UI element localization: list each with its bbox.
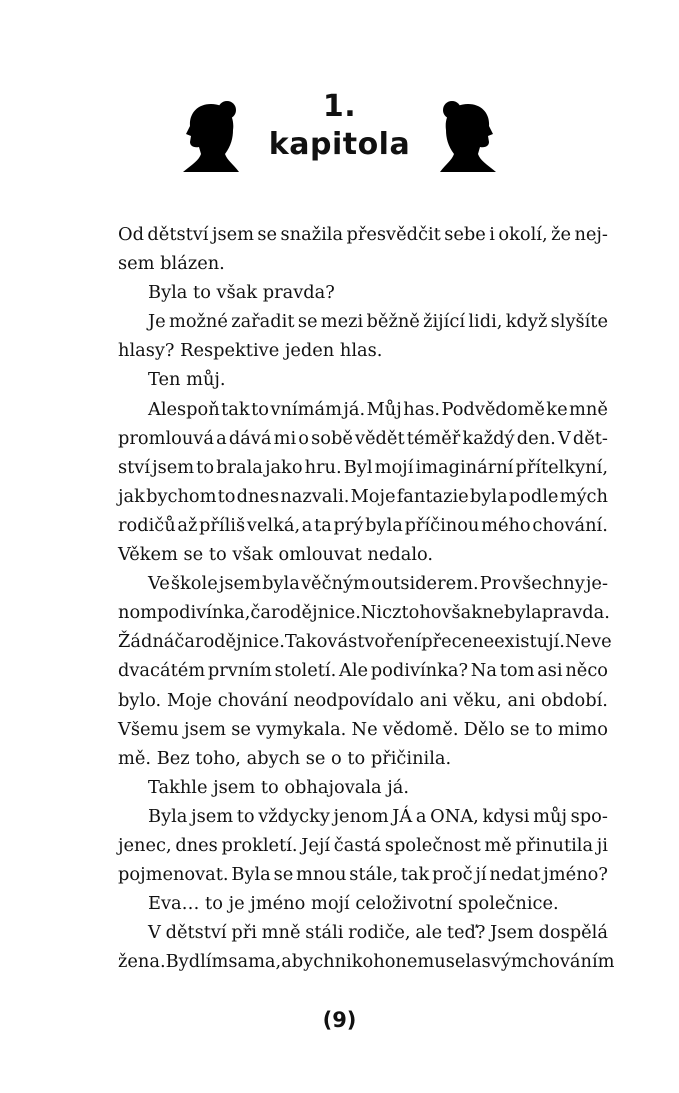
- word: Ne: [351, 718, 378, 740]
- word: stáli: [305, 922, 344, 944]
- word: dospělá: [538, 922, 608, 944]
- word: byla: [469, 485, 508, 507]
- word: dnes: [175, 834, 218, 856]
- word: imaginární: [415, 456, 514, 478]
- word: jsem: [191, 805, 234, 827]
- text-line: hlasy? Respektive jeden hlas.: [118, 340, 383, 362]
- word: JÁ: [392, 805, 413, 827]
- word: jako: [264, 456, 303, 478]
- text-line: [118, 598, 608, 627]
- word: rodiče,: [348, 922, 411, 944]
- word: proč: [432, 864, 473, 886]
- text-line: [118, 686, 608, 715]
- chapter-word: kapitola: [268, 127, 411, 162]
- word: něco: [565, 660, 608, 682]
- word: a: [415, 805, 427, 827]
- text-line: [118, 656, 608, 685]
- word: slyšíte: [550, 311, 608, 333]
- word: mně: [569, 398, 608, 420]
- word: Žádná: [118, 631, 175, 653]
- word: mně: [261, 922, 301, 944]
- word: tak: [400, 864, 430, 886]
- word: rodičů: [118, 514, 176, 536]
- word: čarodějnice.: [250, 602, 361, 624]
- word: sebe: [444, 224, 486, 245]
- word: Její: [301, 834, 331, 856]
- word: a: [216, 427, 227, 449]
- text-line: sem blázen.: [118, 253, 225, 275]
- word: jsem: [211, 224, 254, 245]
- word: nom: [118, 602, 158, 624]
- word: teď?: [446, 922, 486, 944]
- word: Od: [118, 224, 144, 245]
- word: jak: [118, 485, 145, 507]
- word: se: [297, 311, 318, 333]
- word: škole: [170, 573, 218, 595]
- word: jsem: [152, 456, 195, 478]
- word: lidi,: [468, 311, 503, 333]
- word: prvním: [207, 660, 272, 682]
- word: podivínka,: [157, 602, 251, 624]
- word: jenom: [333, 805, 389, 827]
- word: ONA,: [430, 805, 479, 827]
- word: mimo: [557, 718, 608, 740]
- word: dvacátém: [118, 660, 206, 682]
- word: jsem: [183, 718, 227, 740]
- word: chování: [217, 689, 288, 711]
- word: století.: [274, 660, 337, 682]
- word: Nic: [360, 602, 393, 624]
- word: že: [551, 224, 571, 245]
- word: až: [177, 514, 198, 536]
- word: se: [273, 864, 294, 886]
- word: chování.: [532, 514, 608, 536]
- word: nikoho: [334, 951, 396, 973]
- word: outsiderem.: [371, 573, 479, 595]
- word: každý: [462, 427, 515, 449]
- text-line: [118, 482, 608, 511]
- word: se: [257, 224, 278, 245]
- chapter-heading: [0, 88, 679, 172]
- word: Podvědomě: [441, 398, 545, 420]
- word: příliš: [199, 514, 246, 536]
- word: dětství: [165, 922, 227, 944]
- word: Byl: [343, 456, 373, 478]
- word: ani: [507, 689, 536, 711]
- text-line: [118, 424, 608, 453]
- text-line: [118, 511, 608, 540]
- word: Ve: [148, 573, 170, 595]
- word: období.: [541, 689, 608, 711]
- word: svým: [481, 951, 528, 973]
- word: vědět: [354, 427, 405, 449]
- word: Moje: [167, 689, 212, 711]
- word: jí: [475, 864, 487, 886]
- word: zařadit: [231, 311, 295, 333]
- body-text: [118, 220, 615, 976]
- word: den.: [516, 427, 556, 449]
- word: byla: [365, 514, 403, 536]
- text-line: [118, 802, 608, 831]
- word: mezi: [320, 311, 364, 333]
- word: častá: [333, 834, 382, 856]
- word: ve: [591, 631, 612, 653]
- word: bylo.: [118, 689, 162, 711]
- text-line: [118, 453, 608, 482]
- word: přinutila: [515, 834, 594, 856]
- word: dává: [228, 427, 272, 449]
- word: prokletí.: [221, 834, 298, 856]
- word: to: [534, 718, 553, 740]
- word: to: [217, 485, 236, 507]
- word: věčným: [301, 573, 370, 595]
- word: stále,: [349, 864, 398, 886]
- chapter-title: [269, 88, 410, 164]
- word: asi: [537, 660, 563, 682]
- word: Dělo: [463, 718, 505, 740]
- word: V: [557, 427, 571, 449]
- word: vymykala.: [256, 718, 347, 740]
- text-line: [118, 831, 608, 860]
- text-line: Byla to však pravda?: [148, 282, 335, 304]
- word: Ale: [338, 660, 369, 682]
- word: spo-: [570, 805, 608, 827]
- word: Všemu: [118, 718, 179, 740]
- word: snažila: [280, 224, 344, 245]
- word: se: [231, 718, 251, 740]
- word: přece: [421, 631, 473, 653]
- word: V: [148, 922, 161, 944]
- word: Taková: [284, 631, 349, 653]
- word: ale: [415, 922, 443, 944]
- word: nemusela: [395, 951, 482, 973]
- word: stvoření: [348, 631, 422, 653]
- word: fantazie: [396, 485, 469, 507]
- word: však: [441, 602, 483, 624]
- word: mnou: [296, 864, 347, 886]
- word: Moje: [350, 485, 396, 507]
- word: podivínka?: [370, 660, 469, 682]
- word: abych: [281, 951, 335, 973]
- word: ani: [419, 689, 448, 711]
- chapter-number: 1.: [322, 89, 357, 124]
- word: jsem: [218, 573, 261, 595]
- word: čarodějnice.: [174, 631, 285, 653]
- word: společnost: [384, 834, 481, 856]
- word: Byla: [148, 805, 188, 827]
- word: při: [231, 922, 257, 944]
- word: když: [505, 311, 548, 333]
- word: sobě: [311, 427, 353, 449]
- word: velká,: [246, 514, 301, 536]
- text-line: [118, 569, 608, 598]
- word: ství: [118, 456, 151, 478]
- word: z: [392, 602, 402, 624]
- word: jméno?: [543, 864, 608, 886]
- word: ji: [596, 834, 608, 856]
- word: nej-: [574, 224, 608, 245]
- text-line: [118, 220, 608, 249]
- word: prý: [333, 514, 364, 536]
- word: a: [301, 514, 313, 536]
- text-line: Takhle jsem to obhajovala já.: [148, 776, 410, 798]
- word: to: [196, 456, 215, 478]
- word: neodpovídalo: [293, 689, 414, 711]
- page-number: (9): [322, 1008, 357, 1032]
- text-line: [118, 947, 615, 976]
- woman-silhouette-icon: [440, 96, 496, 172]
- word: příčinou: [404, 514, 480, 536]
- word: vždycky: [258, 805, 330, 827]
- word: mého: [481, 514, 531, 536]
- word: ta: [314, 514, 332, 536]
- word: možné: [168, 311, 228, 333]
- word: okolí,: [498, 224, 548, 245]
- word: vědomě.: [382, 718, 459, 740]
- word: přítelkyní,: [515, 456, 608, 478]
- word: kdysi: [482, 805, 530, 827]
- text-line: [118, 715, 608, 744]
- word: nebyla: [482, 602, 542, 624]
- word: hru.: [304, 456, 342, 478]
- word: dětství: [147, 224, 209, 245]
- word: i: [489, 224, 495, 245]
- word: já.: [343, 398, 366, 420]
- word: has.: [403, 398, 441, 420]
- text-line: [118, 395, 608, 424]
- word: je-: [585, 573, 608, 595]
- word: se: [510, 718, 530, 740]
- word: sama,: [228, 951, 282, 973]
- word: to: [236, 805, 255, 827]
- word: toho: [401, 602, 442, 624]
- word: o: [298, 427, 309, 449]
- text-line: [118, 860, 608, 889]
- word: chováním: [527, 951, 615, 973]
- word: Byla: [231, 864, 271, 886]
- word: běžně: [366, 311, 420, 333]
- word: žena.: [118, 951, 166, 973]
- word: Můj: [366, 398, 402, 420]
- word: byla: [262, 573, 300, 595]
- text-line: mě. Bez toho, abych se o to přičinila.: [118, 747, 452, 769]
- word: neexistují.: [472, 631, 565, 653]
- word: ke: [546, 398, 568, 420]
- word: Bydlím: [165, 951, 229, 973]
- word: promlouvá: [118, 427, 214, 449]
- text-line: [118, 307, 608, 336]
- word: Pro: [479, 573, 511, 595]
- word: tak: [221, 398, 250, 420]
- word: mi: [273, 427, 297, 449]
- word: bychom: [146, 485, 217, 507]
- word: tom: [499, 660, 535, 682]
- word: mojí: [374, 456, 414, 478]
- word: mě: [484, 834, 512, 856]
- text-line: Věkem se to však omlouvat nedalo.: [118, 544, 434, 566]
- word: žijící: [423, 311, 466, 333]
- word: Ne: [564, 631, 592, 653]
- word: dět-: [572, 427, 608, 449]
- word: přesvědčit: [346, 224, 441, 245]
- word: brala: [216, 456, 263, 478]
- word: nedat: [489, 864, 541, 886]
- word: pojmenovat.: [118, 864, 229, 886]
- word: můj: [533, 805, 567, 827]
- word: věku,: [453, 689, 502, 711]
- text-line: [118, 627, 612, 656]
- text-line: [118, 918, 608, 947]
- word: podle: [508, 485, 559, 507]
- word: dnes: [236, 485, 280, 507]
- word: Na: [470, 660, 497, 682]
- word: Je: [148, 311, 166, 333]
- word: pravda.: [541, 602, 610, 624]
- woman-silhouette-icon: [183, 96, 239, 172]
- word: Jsem: [490, 922, 534, 944]
- word: téměř: [406, 427, 461, 449]
- word: Alespoň: [148, 398, 220, 420]
- word: nazvali.: [280, 485, 350, 507]
- word: vnímám: [270, 398, 342, 420]
- text-line: Eva… to je jméno mojí celoživotní společnice.: [148, 893, 559, 915]
- word: mých: [559, 485, 608, 507]
- word: všechny: [512, 573, 585, 595]
- word: jenec,: [118, 834, 172, 856]
- text-line: Ten můj.: [148, 369, 226, 391]
- word: to: [251, 398, 269, 420]
